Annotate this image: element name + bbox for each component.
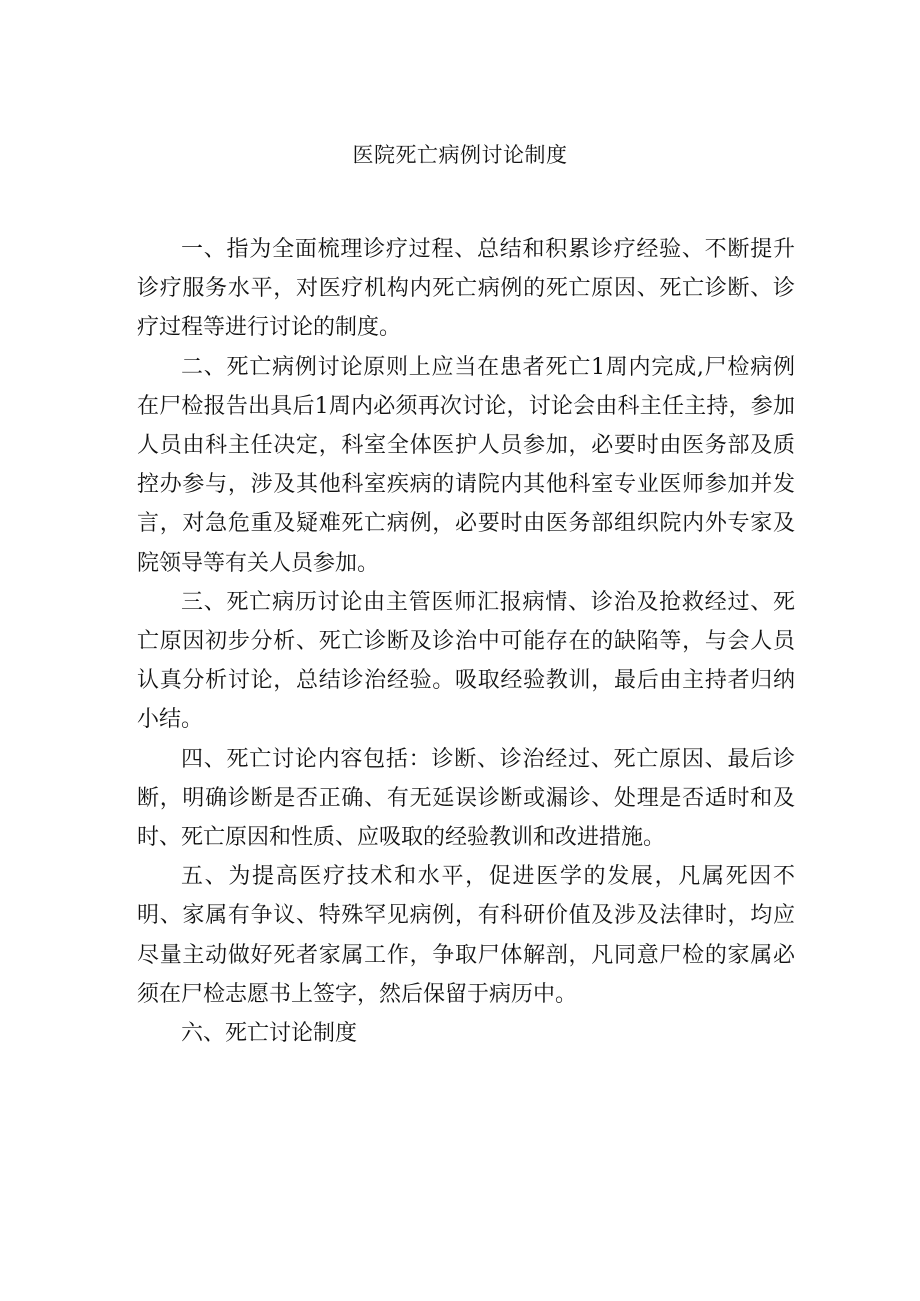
paragraph-3: 三、死亡病历讨论由主管医师汇报病情、诊治及抢救经过、死亡原因初步分析、死亡诊断及诊治中可能存在的缺陷等，与会人员认真分析讨论，总结诊治经验。吸取经验教训，最后由主持者归纳小结。	[137, 589, 795, 733]
document-body	[137, 230, 795, 1053]
paragraph-5: 五、为提高医疗技术和水平，促进医学的发展，凡属死因不明、家属有争议、特殊罕见病例，有科研价值及涉及法律时，均应尽量主动做好死者家属工作，争取尸体解剖，凡同意尸检的家属必须在尸检志愿书上签字，然后保留于病历中。	[137, 864, 795, 1007]
paragraph-2: 二、死亡病例讨论原则上应当在患者死亡1周内完成,尸检病例在尸检报告出具后1周内必须再次讨论，讨论会由科主任主持，参加人员由科主任决定，科室全体医护人员参加，必要时由医务部及质控办参与，涉及其他科室疾病的请院内其他科室专业医师参加并发言，对急危重及疑难死亡病例，必要时由医务部组织院内外专家及院领导等有关人员参加。	[137, 354, 795, 576]
document-title: 医院死亡病例讨论制度	[352, 143, 568, 167]
paragraph-1: 一、指为全面梳理诊疗过程、总结和积累诊疗经验、不断提升诊疗服务水平，对医疗机构内死亡病例的死亡原因、死亡诊断、诊疗过程等进行讨论的制度。	[137, 237, 795, 341]
paragraph-4: 四、死亡讨论内容包括：诊断、诊治经过、死亡原因、最后诊断，明确诊断是否正确、有无延误诊断或漏诊、处理是否适时和及时、死亡原因和性质、应吸取的经验教训和改进措施。	[137, 746, 795, 851]
paragraph-6: 六、死亡讨论制度	[181, 1021, 358, 1047]
